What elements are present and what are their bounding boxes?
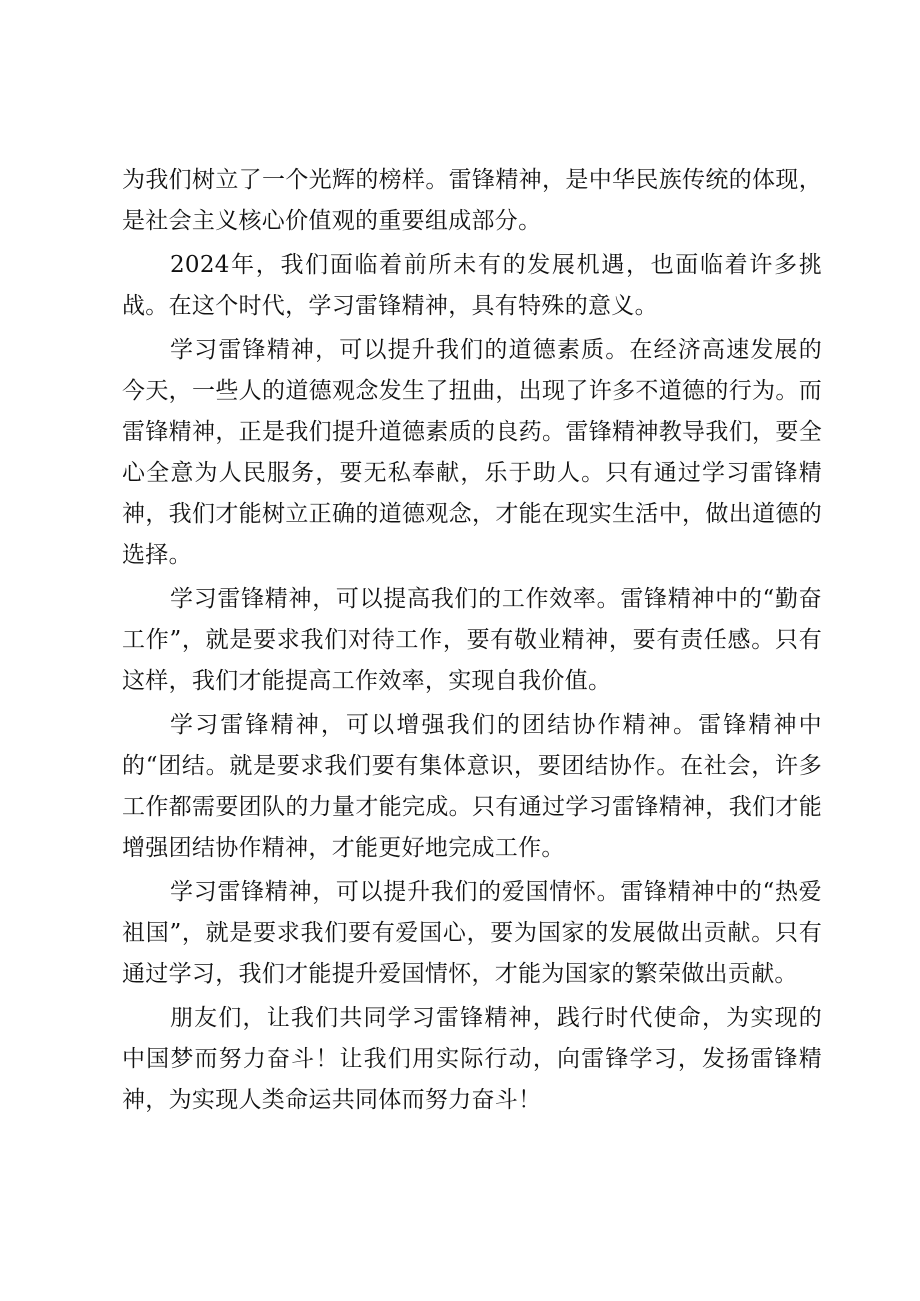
paragraph-closing-call: 朋友们，让我们共同学习雷锋精神，践行时代使命，为实现的中国梦而努力奋斗！让我们用实际行动，向雷锋学习，发扬雷锋精神，为实现人类命运共同体而努力奋斗！ xyxy=(122,1005,822,1113)
paragraph-work-efficiency: 学习雷锋精神，可以提高我们的工作效率。雷锋精神中的“勤奋工作”，就是要求我们对待工作，要有敬业精神，要有责任感。只有这样，我们才能提高工作效率，实现自我价值。 xyxy=(122,586,822,694)
paragraph-patriotism: 学习雷锋精神，可以提升我们的爱国情怀。雷锋精神中的“热爱祖国”，就是要求我们要有爱国心，要为国家的发展做出贡献。只有通过学习，我们才能提升爱国情怀，才能为国家的繁荣做出贡献。 xyxy=(122,879,822,987)
document-body xyxy=(122,160,822,1124)
paragraph-continuation: 为我们树立了一个光辉的榜样。雷锋精神，是中华民族传统的体现，是社会主义核心价值观的重要组成部分。 xyxy=(122,167,822,234)
paragraph-moral-quality: 学习雷锋精神，可以提升我们的道德素质。在经济高速发展的今天，一些人的道德观念发生了扭曲，出现了许多不道德的行为。而雷锋精神，正是我们提升道德素质的良药。雷锋精神教导我们，要全心全意为人民服务，要无私奉献，乐于助人。只有通过学习雷锋精神，我们才能树立正确的道德观念，才能在现实生活中，做出道德的选择。 xyxy=(122,337,822,568)
paragraph-teamwork: 学习雷锋精神，可以增强我们的团结协作精神。雷锋精神中的“团结。就是要求我们要有集体意识，要团结协作。在社会，许多工作都需要团队的力量才能完成。只有通过学习雷锋精神，我们才能增强团结协作精神，才能更好地完成工作。 xyxy=(122,712,822,861)
paragraph-2024-intro: 2024年，我们面临着前所未有的发展机遇，也面临着许多挑战。在这个时代，学习雷锋精神，具有特殊的意义。 xyxy=(122,252,822,319)
